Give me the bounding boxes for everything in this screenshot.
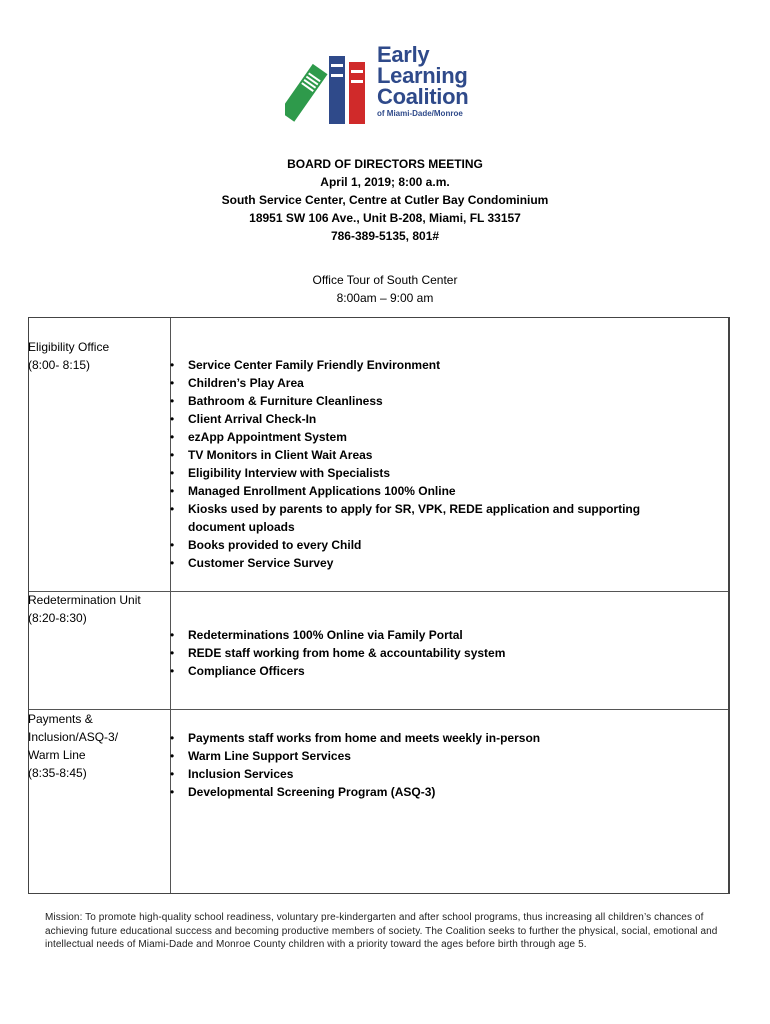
meeting-venue: South Service Center, Centre at Cutler Bay Condominium <box>221 193 549 207</box>
bullet-icon: • <box>170 749 175 763</box>
bullet-icon: • <box>170 785 175 799</box>
bullet-icon: • <box>170 556 175 570</box>
bullet-icon: • <box>170 412 175 426</box>
bullet-icon: • <box>170 538 175 552</box>
label-line: Payments & <box>28 712 93 726</box>
bullet-icon: • <box>170 767 175 781</box>
bullet-icon: • <box>170 466 175 480</box>
label-line: Warm Line <box>28 748 86 762</box>
section-list-redetermination <box>170 626 700 680</box>
meeting-title: BOARD OF DIRECTORS MEETING <box>287 157 483 171</box>
label-line: Eligibility Office <box>28 340 110 354</box>
logo-wordmark <box>377 44 468 119</box>
section-label-payments <box>28 710 118 782</box>
label-line: Inclusion/ASQ-3/ <box>28 730 119 744</box>
bullet-icon: • <box>170 448 175 462</box>
meeting-address: 18951 SW 106 Ave., Unit B-208, Miami, FL 33157 <box>249 211 521 225</box>
section-list-payments <box>170 729 700 801</box>
bullet-icon: • <box>170 664 175 678</box>
list-item: • Managed Enrollment Applications 100% Online <box>170 484 456 498</box>
list-item: • Warm Line Support Services <box>170 749 351 763</box>
list-item: • Compliance Officers <box>170 664 305 678</box>
tour-time: 8:00am – 9:00 am <box>336 291 434 305</box>
mission-statement: Mission: To promote high-quality school readiness, voluntary pre-kindergarten and after school programs, thus increasing all children’s chances of achieving future educational success and becoming productive members of society. The Coalition seeks to further the physical, social, emotional and intellectual needs of Miami-Dade and Monroe County children with a priority toward the ages before birth through age 5. <box>45 912 718 950</box>
tour-title: Office Tour of South Center <box>312 273 458 287</box>
section-label-redetermination <box>28 591 141 627</box>
elc-logo <box>285 44 500 129</box>
books-logo-icon <box>285 44 385 129</box>
bullet-icon: • <box>170 358 175 372</box>
row-divider <box>29 709 728 710</box>
list-item: • Redeterminations 100% Online via Family Portal <box>170 628 463 642</box>
section-label-eligibility <box>28 338 109 374</box>
bullet-icon: • <box>170 376 175 390</box>
list-item: • REDE staff working from home & accountability system <box>170 646 506 660</box>
bullet-icon: • <box>170 430 175 444</box>
bullet-icon: • <box>170 646 175 660</box>
meeting-header <box>0 155 770 245</box>
list-item: • ezApp Appointment System <box>170 430 347 444</box>
section-list-eligibility <box>170 356 700 572</box>
bullet-icon: • <box>170 484 175 498</box>
list-item: • Developmental Screening Program (ASQ-3) <box>170 785 436 799</box>
label-line: (8:00- 8:15) <box>28 358 91 372</box>
list-item: • Service Center Family Friendly Environment <box>170 358 441 372</box>
list-item: • Eligibility Interview with Specialists <box>170 466 391 480</box>
list-item: • Books provided to every Child <box>170 538 362 552</box>
list-item: • Customer Service Survey <box>170 556 334 570</box>
list-item: • Inclusion Services <box>170 767 294 781</box>
meeting-phone: 786-389-5135, 801# <box>330 229 440 243</box>
tour-heading <box>0 271 770 307</box>
logo-line-2: Learning <box>377 63 468 88</box>
label-line: (8:35-8:45) <box>28 766 87 780</box>
bullet-icon: • <box>170 628 175 642</box>
list-item: • Children’s Play Area <box>170 376 304 390</box>
list-item: • TV Monitors in Client Wait Areas <box>170 448 373 462</box>
logo-line-3: Coalition <box>377 84 469 109</box>
bullet-icon: • <box>170 731 175 745</box>
label-line: Redetermination Unit <box>28 593 141 607</box>
logo-subtitle: of Miami-Dade/Monroe <box>377 109 463 118</box>
bullet-icon: • <box>170 394 175 408</box>
list-item: • Client Arrival Check-In <box>170 412 317 426</box>
list-item: • Payments staff works from home and meets weekly in-person <box>170 731 541 745</box>
list-item: • Kiosks used by parents to apply for SR, VPK, REDE application and supporting document uploads <box>170 502 641 534</box>
label-line: (8:20-8:30) <box>28 611 87 625</box>
list-item: • Bathroom & Furniture Cleanliness <box>170 394 383 408</box>
logo-line-1: Early <box>377 42 430 67</box>
bullet-icon: • <box>170 502 175 516</box>
meeting-date: April 1, 2019; 8:00 a.m. <box>320 175 450 189</box>
